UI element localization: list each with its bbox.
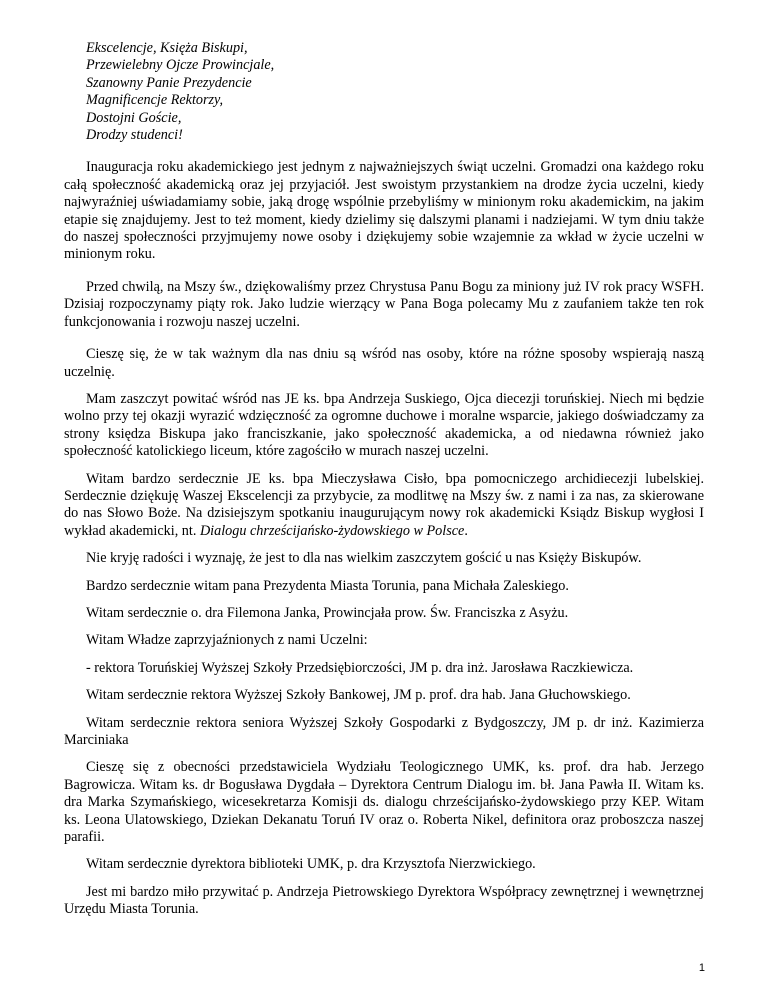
salutation-line: Szanowny Panie Prezydencie xyxy=(86,74,252,91)
paragraph-city-director: Jest mi bardzo miło przywitać p. Andrzeja Pietrowskiego Dyrektora Współpracy zewnętrznej i wewnętrznej Urzędu Miasta Torunia. xyxy=(64,883,704,918)
salutation-line: Dostojni Goście, xyxy=(86,109,182,126)
salutation-line: Magnificencje Rektorzy, xyxy=(86,92,224,109)
paragraph-mayor: Bardzo serdecznie witam pana Prezydenta Miasta Torunia, pana Michała Zaleskiego. xyxy=(86,577,569,594)
lecture-title: Dialogu chrześcijańsko-żydowskiego w Polsce xyxy=(199,522,465,539)
paragraph-bishop-suski: Mam zaszczyt powitać wśród nas JE ks. bpa Andrzeja Suskiego, Ojca diecezji toruńskiej. Niech mi będzie wolno przy tej okazji wyrazić wdzięczność za ogromne duchowe i moralne wsparcie, jakiego doświadczamy za strony księdza Biskupa jako franciszkanie, jako społeczność akademicka, a od niedawna również jako społeczność katolickiego liceum, które zagościło w murach naszej uczelni. xyxy=(64,390,704,460)
paragraph-support: Cieszę się, że w tak ważnym dla nas dniu są wśród nas osoby, które na różne sposoby wspierają naszą uczelnię. xyxy=(64,346,704,380)
page-number: 1 xyxy=(698,962,705,974)
salutation-block xyxy=(64,40,704,144)
salutation-line: Drodzy studenci! xyxy=(86,127,183,144)
paragraph-provincial: Witam serdecznie o. dra Filemona Janka, Prowincjała prow. Św. Franciszka z Asyżu. xyxy=(86,604,569,621)
paragraph-universities: Witam Władze zaprzyjaźnionych z nami Uczelni: xyxy=(86,632,368,649)
paragraph-bishops-honor: Nie kryję radości i wyznaję, że jest to dla nas wielkim zaszczytem gościć u nas Księży Biskupów. xyxy=(86,550,642,567)
salutation-line: Ekscelencje, Księża Biskupi, xyxy=(86,40,248,56)
paragraph-rector-wsb: Witam serdecznie rektora Wyższej Szkoły Bankowej, JM p. prof. dra hab. Jana Głuchowskiego. xyxy=(86,687,631,704)
paragraph-theology-guests: Cieszę się z obecności przedstawiciela Wydziału Teologicznego UMK, ks. prof. dra hab. Jerzego Bagrowicza. Witam ks. dr Bogusława Dygdała – Dyrektora Centrum Dialogu im. bł. Jana Pawła II. Witam ks. dra Marka Szymańskiego, wicesekretarza Komisji ds. dialogu chrześcijańsko-żydowskiego przy KEP. Witam ks. Leona Ulatowskiego, Dziekan Dekanatu Toruń IV oraz o. Roberta Nikel, definitora oraz proboszcza naszej parafii. xyxy=(64,759,704,846)
paragraph-inauguration: Inauguracja roku akademickiego jest jednym z najważniejszych świąt uczelni. Gromadzi ona każdego roku całą społeczność akademicką oraz jej przyjaciół. Jest swoistym przystankiem na drodze życia uczelni, kiedy najwyraźniej uświadamiamy sobie, jaką drogę wspólnie przebyliśmy w minionym roku akademickim, na jakim etapie się znajdujemy. Jest to też moment, kiedy dzielimy się dalszymi planami i nadziejami. W tym dniu także do naszej społeczności przyjmujemy nowe osoby i dziękujemy sobie wzajemnie za wkład w życie uczelni w minionym roku. xyxy=(64,159,704,263)
paragraph-bishop-cislo xyxy=(64,471,704,541)
paragraph-library-director: Witam serdecznie dyrektora biblioteki UMK, p. dra Krzysztofa Nierzwickiego. xyxy=(86,856,536,873)
paragraph-rector-twsp: - rektora Toruńskiej Wyższej Szkoły Przedsiębiorczości, JM p. dra inż. Jarosława Raczkiewicza. xyxy=(86,659,634,676)
salutation-line: Przewielebny Ojcze Prowincjale, xyxy=(86,57,275,74)
paragraph-mass-thanks: Przed chwilą, na Mszy św., dziękowaliśmy przez Chrystusa Panu Bogu za miniony już IV rok pracy WSFH. Dzisiaj rozpoczynamy piąty rok. Jako ludzie wierzący w Pana Boga polecamy Mu z zaufaniem także ten rok funkcjonowania i rozwoju naszej uczelni. xyxy=(64,278,704,330)
paragraph-text: Witam bardzo serdecznie JE ks. bpa Mieczysława Cisło, bpa pomocniczego archidiecezji lubelskiej. Serdecznie dziękuję Waszej Ekscelencji za przybycie, za modlitwę na Mszy św. z nami i za nas, za skierowane do nas Słowo Boże. Na dzisiejszym spotkaniu inaugurującym nowy rok akademicki Ksiądz Biskup wygłosi I wykład akademicki, nt. xyxy=(64,470,704,539)
paragraph-end: . xyxy=(464,522,468,539)
paragraph-rector-wsg: Witam serdecznie rektora seniora Wyższej Szkoły Gospodarki z Bydgoszczy, JM p. dr inż. Kazimierza Marciniaka xyxy=(64,714,704,748)
